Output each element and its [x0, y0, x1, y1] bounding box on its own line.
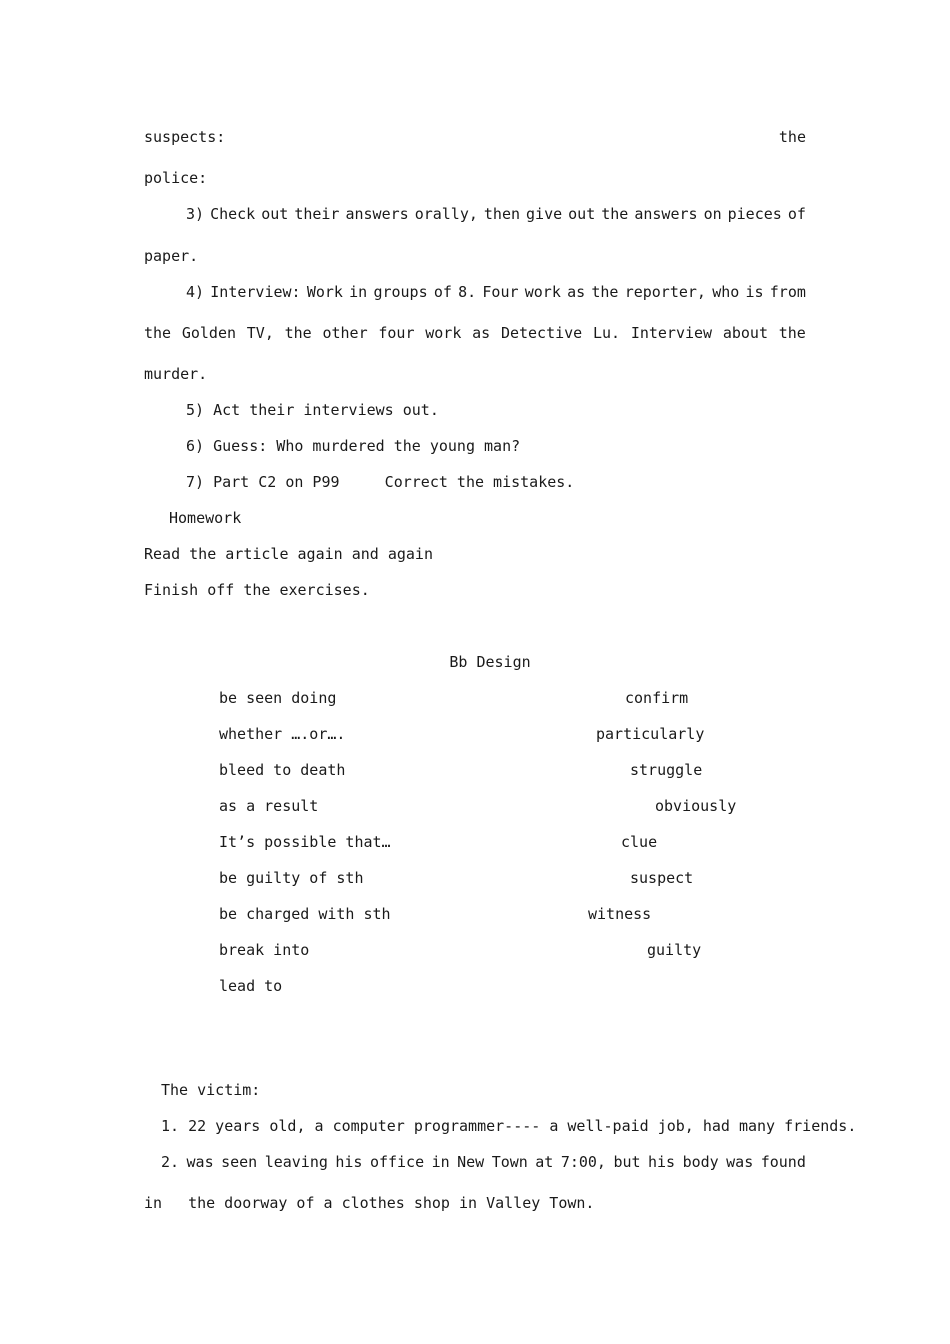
word: at: [535, 1153, 554, 1171]
word: about: [722, 324, 768, 342]
victim-item-2-line1: [161, 1152, 806, 1172]
word: work: [524, 283, 561, 301]
homework-item-2: Finish off the exercises.: [144, 581, 370, 599]
phrase-item: break into: [219, 941, 310, 959]
word: give: [526, 205, 563, 223]
word: as: [472, 324, 491, 342]
word: was: [186, 1153, 214, 1171]
word: answers: [634, 205, 698, 223]
word: out: [261, 205, 289, 223]
homework-item-1: Read the article again and again: [144, 545, 433, 563]
word: his: [648, 1153, 676, 1171]
phrase-item: as a result: [219, 797, 319, 815]
word-item: obviously: [655, 797, 737, 815]
word: out: [568, 205, 596, 223]
word: New: [457, 1153, 485, 1171]
step6: 6) Guess: Who murdered the young man?: [186, 437, 521, 455]
word: is: [745, 283, 764, 301]
word: work: [425, 324, 462, 342]
word: orally,: [414, 205, 478, 223]
word: on: [703, 205, 722, 223]
word: body: [682, 1153, 719, 1171]
suspects-line: [144, 127, 806, 147]
word: TV,: [246, 324, 274, 342]
homework-heading: Homework: [169, 509, 242, 527]
step4-line1: [186, 282, 806, 302]
word: of: [787, 205, 806, 223]
word-item: clue: [621, 833, 658, 851]
step4-line3: murder.: [144, 365, 208, 383]
word-item: particularly: [596, 725, 705, 743]
word: office: [369, 1153, 425, 1171]
word: Golden: [181, 324, 237, 342]
word: Town: [491, 1153, 528, 1171]
word: as: [567, 283, 586, 301]
word-item: suspect: [630, 869, 694, 887]
word: 7:00,: [560, 1153, 606, 1171]
word: found: [760, 1153, 806, 1171]
word: who: [712, 283, 740, 301]
word: Detective: [500, 324, 583, 342]
word: four: [378, 324, 415, 342]
victim-item-2-line2: [144, 1193, 594, 1213]
victim-heading: The victim:: [161, 1081, 261, 1099]
word: the: [591, 283, 619, 301]
word: seen: [221, 1153, 258, 1171]
step3-line2: paper.: [144, 247, 199, 265]
word: leaving: [264, 1153, 328, 1171]
word: the: [601, 205, 629, 223]
word: 8.: [458, 283, 477, 301]
word: pieces: [727, 205, 782, 223]
word: groups: [373, 283, 428, 301]
word: from: [769, 283, 806, 301]
word: his: [335, 1153, 363, 1171]
phrase-item: be guilty of sth: [219, 869, 364, 887]
phrase-item: be charged with sth: [219, 905, 391, 923]
word: Interview:: [210, 283, 301, 301]
word: their: [294, 205, 340, 223]
word: of: [433, 283, 452, 301]
word-item: struggle: [630, 761, 703, 779]
word: other: [322, 324, 368, 342]
step4-line2: [144, 323, 806, 343]
word: Check: [210, 205, 256, 223]
word: Four: [482, 283, 519, 301]
suspects-label: suspects:: [144, 128, 226, 146]
word: 2.: [161, 1153, 180, 1171]
word: then: [483, 205, 521, 223]
victim-item-2-in: in: [144, 1194, 163, 1212]
word: Work: [306, 283, 343, 301]
bb-design-title: Bb Design: [449, 653, 531, 671]
the-word: the: [778, 128, 806, 146]
word: 4): [186, 283, 205, 301]
word-item: confirm: [625, 689, 689, 707]
step3-line1: [186, 204, 806, 224]
step5: 5) Act their interviews out.: [186, 401, 439, 419]
word: in: [349, 283, 368, 301]
word: the: [284, 324, 312, 342]
phrase-item: be seen doing: [219, 689, 337, 707]
word: 3): [186, 205, 205, 223]
phrase-item: It’s possible that…: [219, 833, 391, 851]
word: was: [726, 1153, 754, 1171]
victim-item-1: 1. 22 years old, a computer programmer---- a well-paid job, had many friends.: [161, 1117, 857, 1135]
word: Interview: [630, 324, 713, 342]
word-item: guilty: [647, 941, 702, 959]
word: answers: [345, 205, 409, 223]
phrase-item: bleed to death: [219, 761, 346, 779]
police-label: police:: [144, 169, 208, 187]
word: reporter,: [624, 283, 706, 301]
phrase-item: whether ….or….: [219, 725, 346, 743]
word: the: [144, 324, 172, 342]
word-item: witness: [588, 905, 652, 923]
word: in: [431, 1153, 450, 1171]
word: Lu.: [592, 324, 621, 342]
word: the: [778, 324, 806, 342]
step7: 7) Part C2 on P99 Correct the mistakes.: [186, 473, 575, 491]
phrase-item: lead to: [219, 977, 283, 995]
word: but: [613, 1153, 641, 1171]
victim-item-2-rest: the doorway of a clothes shop in Valley Town.: [188, 1194, 595, 1212]
